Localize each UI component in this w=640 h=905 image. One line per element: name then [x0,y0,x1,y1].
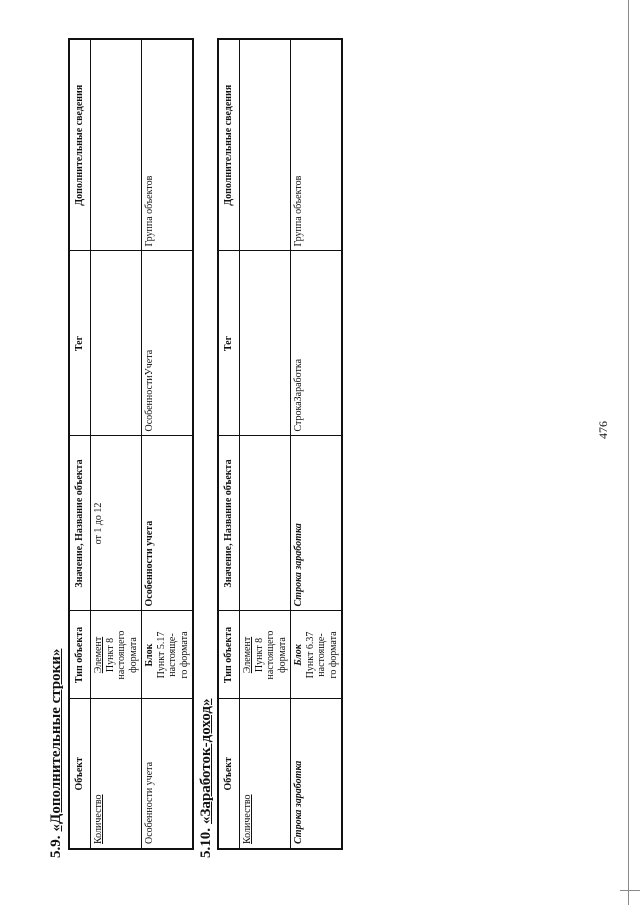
type-kind: Элемент [93,636,104,674]
cell-tag: ОсобенностиУчета [142,251,194,436]
table-earnings-income [217,38,343,850]
cell-tag [240,251,291,436]
cell-additional: Группа объектов [291,39,343,251]
cell-additional [240,39,291,251]
cell-additional: Группа объектов [142,39,194,251]
cell-value [240,436,291,611]
type-ref: Пункт 8 настоящего [253,630,276,680]
section-number: 5.9. [48,835,64,858]
cell-value: Строка заработка [291,436,343,611]
header-additional: Дополнительные сведения [218,39,240,251]
cell-type [91,611,142,699]
object-name: Количество [242,794,253,844]
table-row [91,39,142,849]
section-number: 5.10. [198,828,214,858]
cell-tag: СтрокаЗаработка [291,251,343,436]
header-type: Тип объекта [218,611,240,699]
type-kind: Блок [144,643,155,667]
header-tag: Тег [69,251,91,436]
header-value: Значение, Название объекта [218,436,240,611]
cell-object: Строка заработка [291,699,343,849]
type-ref: Пункт 8 настоящего [104,630,127,680]
cell-additional [91,39,142,251]
object-name: Количество [93,794,104,844]
cell-type [291,611,343,699]
header-object: Объект [69,699,91,849]
table-row [240,39,291,849]
cell-value: от 1 до 12 [91,436,142,611]
header-additional: Дополнительные сведения [69,39,91,251]
type-ref-cont: формата [276,637,288,673]
header-value: Значение, Название объекта [69,436,91,611]
type-kind: Блок [293,644,304,666]
table-additional-rows [68,38,194,850]
table-header-row [218,39,240,849]
page-number: 476 [596,421,610,439]
cell-tag [91,251,142,436]
type-ref: Пункт 5.17 настояще- [155,631,178,679]
section-title-5-10 [198,699,215,858]
header-type: Тип объекта [69,611,91,699]
cell-type [142,611,194,699]
section-heading: «Дополнительные строки» [48,648,64,832]
type-ref-cont: го формата [178,631,190,679]
table-row [291,39,343,849]
type-kind: Элемент [242,636,253,674]
header-object: Объект [218,699,240,849]
table-header-row [69,39,91,849]
cell-value: Особенности учета [142,436,194,611]
header-tag: Тег [218,251,240,436]
section-title-5-9 [48,649,65,858]
type-ref-cont: формата [127,637,139,673]
type-ref-cont: го формата [327,631,339,679]
cell-object: Особенности учета [142,699,194,849]
section-heading: «Заработок-доход» [198,698,214,824]
type-ref: Пункт 6.37 настояще- [304,631,327,679]
cell-object [91,699,142,849]
cell-object [240,699,291,849]
cell-type [240,611,291,699]
table-row [142,39,194,849]
